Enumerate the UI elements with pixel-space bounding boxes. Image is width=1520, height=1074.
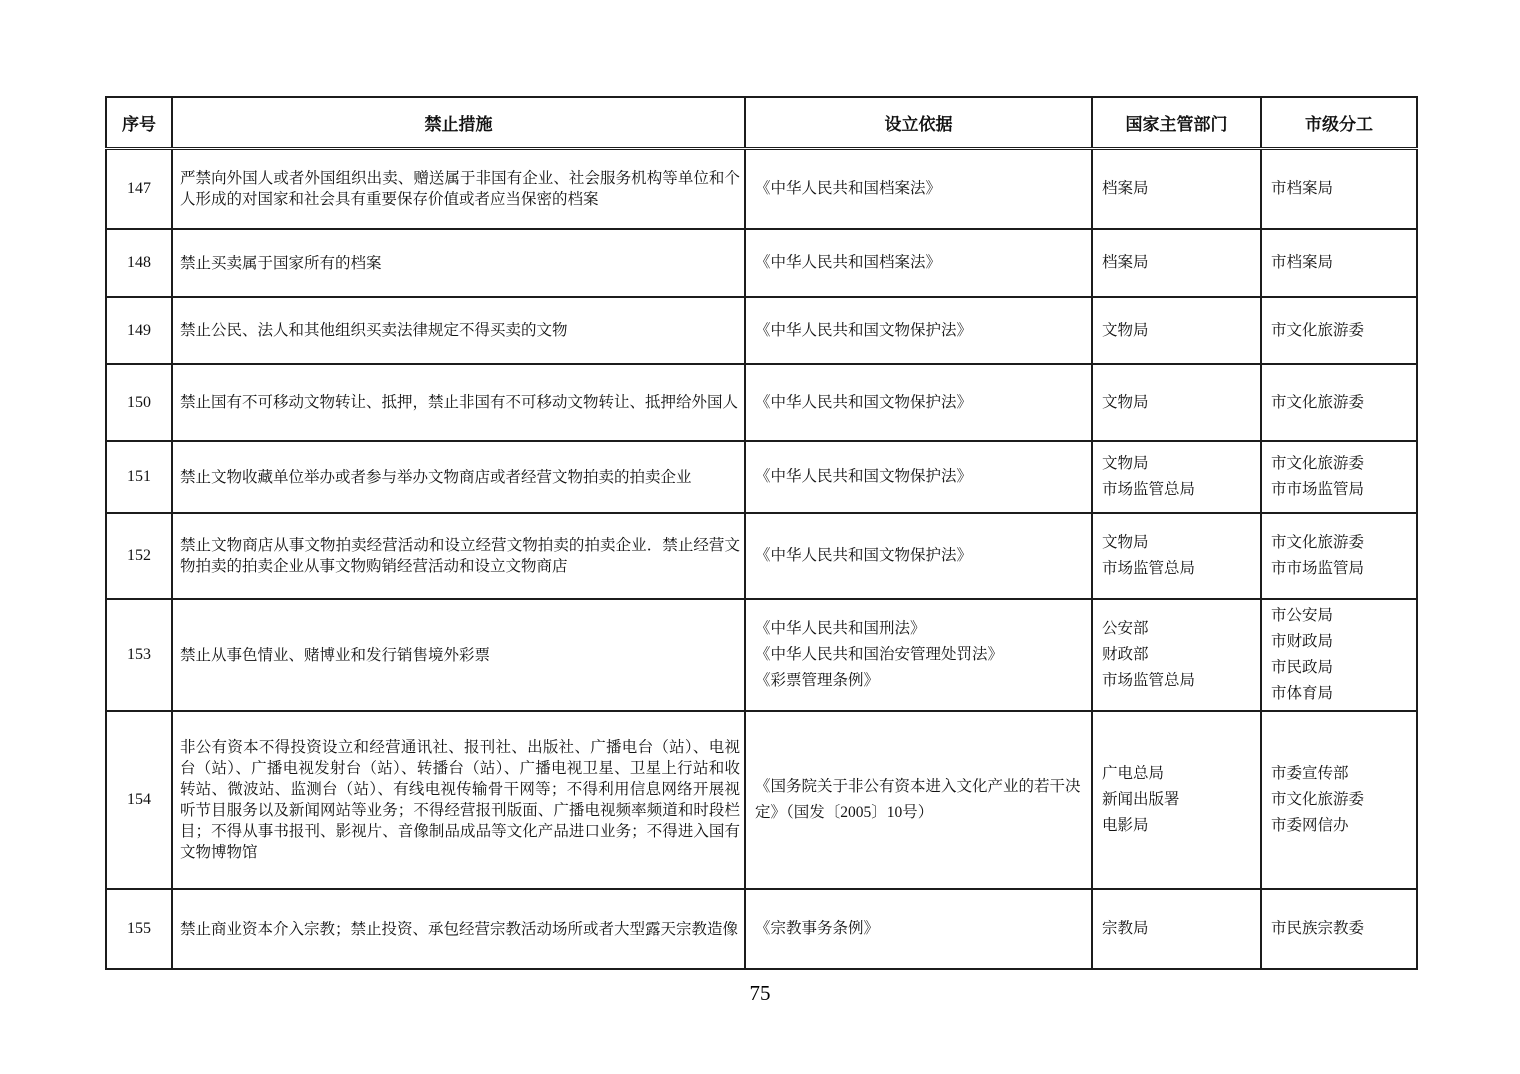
row-no-text: 149 (127, 321, 151, 339)
measure-text: 非公有资本不得投资设立和经营通讯社、报刊社、出版社、广播电台（站）、电视台（站）、广播电视发射台（站）、转播台（站）、广播电视卫星、卫星上行站和收转站、微波站、监测台（站）、有线电视传输骨干网等；不得利用信息网络开展视听节目服务以及新闻网站等业务；不得经营报刊版面、广播电视频率频道和时段栏目；不得从事书报刊、影视片、音像制品成品等文化产品进口业务；不得进入国有文物博物馆 (180, 739, 740, 861)
row-no-cell (106, 229, 172, 297)
table-row (106, 441, 1417, 513)
row-no-text: 150 (127, 393, 151, 411)
table-row (106, 599, 1417, 711)
national-dept-line: 档案局 (1102, 254, 1149, 271)
row-no-text: 152 (127, 547, 151, 564)
national-dept-cell (1092, 889, 1261, 969)
basis-cell (745, 599, 1092, 711)
row-no-text: 147 (127, 179, 151, 197)
municipal-cell (1261, 599, 1417, 711)
col-header-national-dept: 国家主管部门 (1092, 97, 1261, 148)
municipal-line: 市档案局 (1271, 254, 1334, 271)
municipal-line: 市体育局 (1271, 685, 1334, 702)
basis-cell (745, 889, 1092, 969)
measure-cell (172, 513, 745, 599)
municipal-line: 市文化旅游委 (1271, 534, 1365, 551)
header-row (106, 97, 1417, 148)
national-dept-line: 档案局 (1102, 179, 1149, 197)
basis-line: 《中华人民共和国文物保护法》 (755, 547, 973, 564)
basis-cell (745, 513, 1092, 599)
table-row (106, 364, 1417, 441)
measure-text: 禁止买卖属于国家所有的档案 (180, 254, 382, 272)
municipal-cell (1261, 229, 1417, 297)
table-row (106, 148, 1417, 229)
municipal-cell (1261, 889, 1417, 969)
row-no-cell (106, 599, 172, 711)
measure-text: 禁止文物收藏单位举办或者参与举办文物商店或者经营文物拍卖的拍卖企业 (180, 468, 692, 486)
national-dept-line: 广电总局 (1102, 765, 1165, 782)
measure-cell (172, 889, 745, 969)
municipal-line: 市文化旅游委 (1271, 791, 1365, 808)
national-dept-cell (1092, 599, 1261, 711)
row-no-cell (106, 148, 172, 229)
national-dept-line: 文物局 (1102, 393, 1149, 411)
table-row (106, 297, 1417, 364)
basis-cell (745, 229, 1092, 297)
municipal-line: 市市场监管局 (1271, 481, 1365, 498)
municipal-line: 市财政局 (1271, 633, 1334, 650)
national-dept-line: 新闻出版署 (1102, 791, 1180, 808)
national-dept-line: 文物局 (1102, 321, 1149, 339)
row-no-cell (106, 711, 172, 889)
national-dept-cell (1092, 297, 1261, 364)
municipal-line: 市民政局 (1271, 659, 1334, 676)
measure-cell (172, 229, 745, 297)
national-dept-cell (1092, 364, 1261, 441)
basis-line: 《宗教事务条例》 (755, 920, 880, 937)
row-no-text: 153 (127, 646, 151, 663)
municipal-line: 市文化旅游委 (1271, 321, 1365, 339)
row-no-cell (106, 889, 172, 969)
national-dept-line: 文物局 (1102, 455, 1149, 472)
measure-text: 禁止商业资本介入宗教；禁止投资、承包经营宗教活动场所或者大型露天宗教造像 (180, 920, 739, 938)
col-header-basis: 设立依据 (745, 97, 1092, 148)
measure-cell (172, 148, 745, 229)
measure-text: 严禁向外国人或者外国组织出卖、赠送属于非国有企业、社会服务机构等单位和个人形成的对国家和社会具有重要保存价值或者应当保密的档案 (180, 169, 740, 208)
table-body (106, 148, 1417, 969)
measure-text: 禁止国有不可移动文物转让、抵押，禁止非国有不可移动文物转让、抵押给外国人 (180, 394, 739, 411)
row-no-cell (106, 441, 172, 513)
municipal-line: 市档案局 (1271, 179, 1334, 197)
basis-line: 《中华人民共和国文物保护法》 (755, 393, 973, 411)
col-header-municipal: 市级分工 (1261, 97, 1417, 148)
municipal-line: 市委宣传部 (1271, 765, 1349, 782)
municipal-line: 市民族宗教委 (1271, 920, 1365, 937)
municipal-line: 市文化旅游委 (1271, 455, 1365, 472)
national-dept-cell (1092, 441, 1261, 513)
prohibition-table (105, 96, 1418, 970)
national-dept-cell (1092, 513, 1261, 599)
municipal-cell (1261, 364, 1417, 441)
row-no-cell (106, 513, 172, 599)
basis-line: 《中华人民共和国档案法》 (755, 254, 942, 271)
table-row (106, 513, 1417, 599)
measure-text: 禁止公民、法人和其他组织买卖法律规定不得买卖的文物 (180, 322, 568, 339)
basis-line: 《中华人民共和国治安管理处罚法》 (755, 646, 1004, 663)
table-row (106, 889, 1417, 969)
national-dept-line: 市场监管总局 (1102, 560, 1196, 577)
national-dept-line: 财政部 (1102, 646, 1149, 663)
basis-line: 《中华人民共和国文物保护法》 (755, 468, 973, 485)
row-no-text: 151 (127, 468, 151, 485)
table-row (106, 229, 1417, 297)
row-no-cell (106, 297, 172, 364)
measure-cell (172, 711, 745, 889)
basis-cell (745, 711, 1092, 889)
measure-text: 禁止从事色情业、赌博业和发行销售境外彩票 (180, 646, 491, 664)
municipal-line: 市委网信办 (1271, 817, 1349, 834)
basis-line: 《国务院关于非公有资本进入文化产业的若干决定》（国发〔2005〕10号） (755, 778, 1081, 821)
national-dept-cell (1092, 229, 1261, 297)
row-no-cell (106, 364, 172, 441)
national-dept-line: 公安部 (1102, 620, 1149, 637)
measure-cell (172, 364, 745, 441)
measure-cell (172, 441, 745, 513)
municipal-cell (1261, 711, 1417, 889)
national-dept-line: 市场监管总局 (1102, 672, 1196, 689)
basis-line: 《中华人民共和国刑法》 (755, 620, 926, 637)
municipal-cell (1261, 297, 1417, 364)
basis-cell (745, 364, 1092, 441)
table-header (106, 97, 1417, 148)
row-no-text: 154 (127, 791, 151, 808)
basis-cell (745, 148, 1092, 229)
municipal-line: 市市场监管局 (1271, 560, 1365, 577)
municipal-cell (1261, 513, 1417, 599)
page-number: 75 (749, 981, 771, 1005)
measure-text: 禁止文物商店从事文物拍卖经营活动和设立经营文物拍卖的拍卖企业．禁止经营文物拍卖的拍卖企业从事文物购销经营活动和设立文物商店 (180, 537, 740, 575)
national-dept-cell (1092, 711, 1261, 889)
municipal-line: 市公安局 (1271, 607, 1334, 624)
national-dept-cell (1092, 148, 1261, 229)
col-header-no: 序号 (106, 97, 172, 148)
national-dept-line: 宗教局 (1102, 920, 1149, 937)
national-dept-line: 市场监管总局 (1102, 481, 1196, 498)
basis-cell (745, 297, 1092, 364)
basis-line: 《中华人民共和国文物保护法》 (755, 321, 973, 339)
municipal-cell (1261, 148, 1417, 229)
measure-cell (172, 297, 745, 364)
basis-line: 《彩票管理条例》 (755, 672, 880, 689)
col-header-measure: 禁止措施 (172, 97, 745, 148)
row-no-text: 155 (127, 920, 151, 937)
national-dept-line: 文物局 (1102, 534, 1149, 551)
row-no-text: 148 (127, 254, 151, 271)
municipal-cell (1261, 441, 1417, 513)
table-row (106, 711, 1417, 889)
national-dept-line: 电影局 (1102, 817, 1149, 834)
basis-cell (745, 441, 1092, 513)
municipal-line: 市文化旅游委 (1271, 393, 1365, 411)
basis-line: 《中华人民共和国档案法》 (755, 179, 942, 197)
measure-cell (172, 599, 745, 711)
